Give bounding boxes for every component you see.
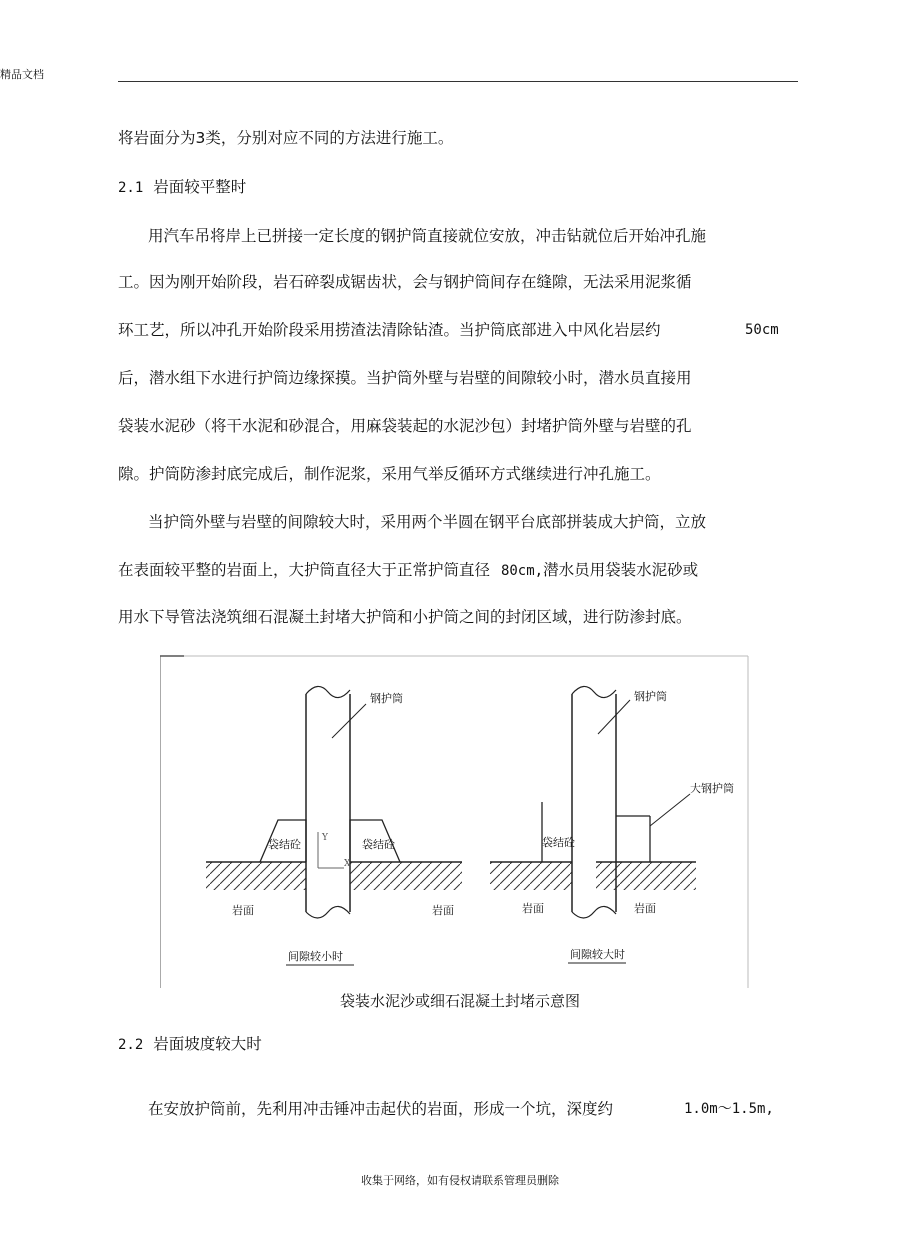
paragraph-line: 当护筒外壁与岩壁的间隙较大时，采用两个半圆在钢平台底部拼装成大护筒，立放 [148,513,707,531]
rock-label: 岩面 [432,904,454,917]
right-panel [490,686,734,963]
section-title: 岩面坡度较大时 [153,1035,262,1053]
bag-label: 袋结砼 [362,838,395,851]
section-number: 2.1 [118,180,144,196]
paragraph-line: 用汽车吊将岸上已拼接一定长度的钢护筒直接就位安放，冲击钻就位后开始冲孔施 [148,227,707,245]
paragraph-line: 后，潜水组下水进行护筒边缘探摸。当护筒外壁与岩壁的间隙较小时，潜水员直接用 [118,369,692,387]
bag-label: 袋结砼 [542,836,575,849]
axis-x-label: X [344,859,351,869]
paragraph-line [148,1099,774,1119]
paragraph-text: 潜水员用袋装水泥砂或 [543,561,699,579]
paragraph-line [118,320,779,340]
paragraph-line: 袋装水泥砂（将干水泥和砂混合，用麻袋装起的水泥沙包）封堵护筒外壁与岩壁的孔 [118,417,692,435]
rock-label: 岩面 [634,902,656,915]
section-title: 岩面较平整时 [153,178,247,196]
left-panel [206,686,462,965]
panel-subtitle: 间隙较大时 [570,948,625,961]
header-rule [118,81,798,82]
header-label: 精品文档 [0,68,44,81]
big-casing-label: 大钢护筒 [690,782,734,795]
paragraph-text: 在安放护筒前，先利用冲击锤冲击起伏的岩面，形成一个坑，深度约 [148,1100,614,1118]
paragraph-line: 用水下导管法浇筑细石混凝土封堵大护筒和小护筒之间的封闭区域，进行防渗封底。 [118,608,692,626]
measurement-value: 50cm [745,322,779,338]
rock-label: 岩面 [522,902,544,915]
footer-note: 收集于网络，如有侵权请联系管理员删除 [361,1174,559,1187]
section-heading-2-2 [118,1034,262,1055]
paragraph-line: 工。因为刚开始阶段，岩石碎裂成锯齿状，会与钢护筒间存在缝隙，无法采用泥浆循 [118,273,692,291]
paragraph-text: 环工艺，所以冲孔开始阶段采用捞渣法清除钻渣。当护筒底部进入中风化岩层约 [118,321,661,339]
sealing-diagram [160,654,750,988]
figure-caption: 袋装水泥沙或细石混凝土封堵示意图 [339,992,580,1010]
axis-y-label: Y [322,833,328,843]
casing-label: 钢护筒 [370,692,403,705]
intro-paragraph: 将岩面分为3类，分别对应不同的方法进行施工。 [118,129,454,147]
paragraph-line: 隙。护筒防渗封底完成后，制作泥浆，采用气举反循环方式继续进行冲孔施工。 [118,465,661,483]
casing-label: 钢护筒 [634,690,667,703]
measurement-value: 80cm, [500,563,544,579]
paragraph-line [118,560,698,581]
rock-label: 岩面 [232,904,254,917]
paragraph-text: 在表面较平整的岩面上，大护筒直径大于正常护筒直径 [118,561,491,579]
bag-label: 袋结砼 [268,838,301,851]
panel-subtitle: 间隙较小时 [288,950,343,963]
section-heading-2-1 [118,177,246,198]
section-number: 2.2 [118,1037,144,1053]
measurement-value: 1.0m～1.5m, [684,1101,774,1117]
